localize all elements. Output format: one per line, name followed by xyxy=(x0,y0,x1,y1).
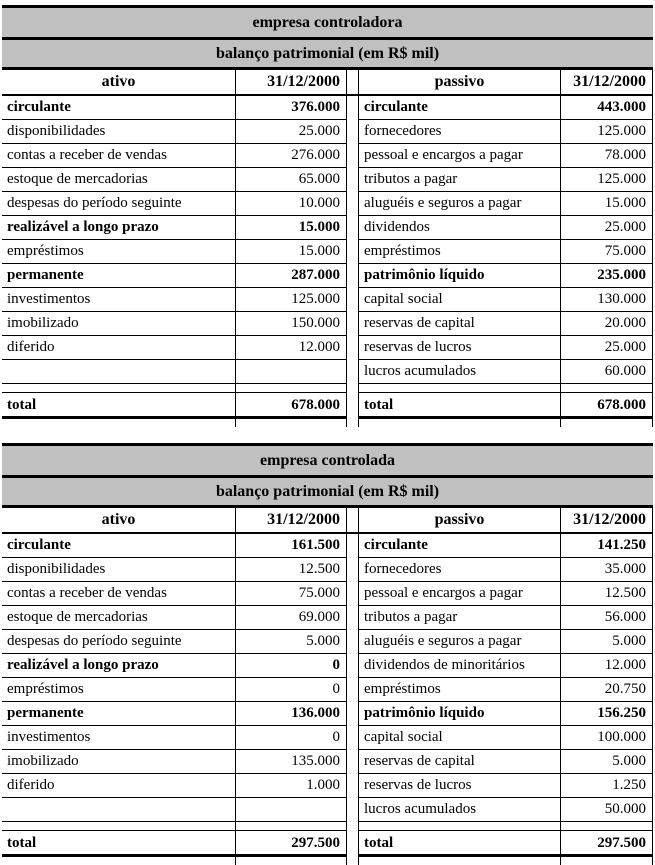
liability-total-value: 678.000 xyxy=(560,393,653,419)
liability-value-cell: 125.000 xyxy=(560,120,653,144)
asset-value-cell: 12.500 xyxy=(235,558,347,582)
liability-label-cell: reservas de capital xyxy=(358,312,560,336)
liability-label-cell: patrimônio líquido xyxy=(358,264,560,288)
liability-value-cell: 25.000 xyxy=(560,336,653,360)
asset-value-cell: 5.000 xyxy=(235,630,347,654)
liability-label-cell: patrimônio líquido xyxy=(358,702,560,726)
liability-value-cell: 235.000 xyxy=(560,264,653,288)
column-gap xyxy=(347,534,358,558)
liability-total-label: total xyxy=(358,393,560,419)
column-gap xyxy=(347,144,358,168)
column-gap xyxy=(347,288,358,312)
asset-date-header: 31/12/2000 xyxy=(235,508,347,532)
asset-label-cell: diferido xyxy=(2,336,235,360)
asset-value-cell: 75.000 xyxy=(235,582,347,606)
column-gap xyxy=(347,798,358,822)
column-gap xyxy=(347,393,358,419)
balance-row xyxy=(2,264,653,288)
balance-subtitle-band: balanço patrimonial (em R$ mil) xyxy=(2,40,653,70)
liability-value-cell: 156.250 xyxy=(560,702,653,726)
liability-value-cell: 100.000 xyxy=(560,726,653,750)
liability-value-cell: 5.000 xyxy=(560,750,653,774)
liability-label-cell: lucros acumulados xyxy=(358,798,560,822)
column-gap xyxy=(347,702,358,726)
balance-row xyxy=(2,96,653,120)
liability-label-cell: fornecedores xyxy=(358,120,560,144)
liability-label-cell: tributos a pagar xyxy=(358,606,560,630)
balance-row xyxy=(2,216,653,240)
liability-total-value: 297.500 xyxy=(560,831,653,857)
column-gap xyxy=(347,360,358,384)
asset-column-header: ativo xyxy=(101,73,136,90)
balance-row xyxy=(2,120,653,144)
asset-label-cell: despesas do período seguinte xyxy=(2,192,235,216)
asset-label-cell: investimentos xyxy=(2,726,235,750)
column-gap xyxy=(347,96,358,120)
balance-row xyxy=(2,606,653,630)
asset-label-cell: investimentos xyxy=(2,288,235,312)
liability-label-cell: capital social xyxy=(358,726,560,750)
liability-label-cell: pessoal e encargos a pagar xyxy=(358,144,560,168)
liability-value-cell: 5.000 xyxy=(560,630,653,654)
liability-label-cell: reservas de lucros xyxy=(358,336,560,360)
column-gap xyxy=(347,582,358,606)
asset-value-cell xyxy=(235,360,347,384)
liability-column-header: passivo xyxy=(358,508,560,532)
liability-value-cell: 125.000 xyxy=(560,168,653,192)
liability-label-cell: lucros acumulados xyxy=(358,360,560,384)
asset-value-cell: 10.000 xyxy=(235,192,347,216)
asset-value-cell: 15.000 xyxy=(235,240,347,264)
balance-row xyxy=(2,798,653,822)
balance-row xyxy=(2,750,653,774)
asset-label-cell: disponibilidades xyxy=(2,558,235,582)
liability-value-cell: 50.000 xyxy=(560,798,653,822)
liability-value-cell: 20.750 xyxy=(560,678,653,702)
column-gap xyxy=(347,312,358,336)
table-body xyxy=(2,96,653,384)
column-gap xyxy=(347,216,358,240)
balance-row xyxy=(2,240,653,264)
asset-value-cell xyxy=(235,798,347,822)
asset-label-cell: disponibilidades xyxy=(2,120,235,144)
liability-value-cell: 15.000 xyxy=(560,192,653,216)
liability-total-label: total xyxy=(358,831,560,857)
liability-label-cell: circulante xyxy=(358,534,560,558)
liability-label-cell: capital social xyxy=(358,288,560,312)
liability-label-cell: reservas de capital xyxy=(358,750,560,774)
asset-value-cell: 12.000 xyxy=(235,336,347,360)
asset-label-cell: permanente xyxy=(2,264,235,288)
border-stub-row xyxy=(2,857,653,865)
asset-label-cell: despesas do período seguinte xyxy=(2,630,235,654)
liability-value-cell: 56.000 xyxy=(560,606,653,630)
liability-label-cell: circulante xyxy=(358,96,560,120)
balance-row xyxy=(2,582,653,606)
liability-label-cell: reservas de lucros xyxy=(358,774,560,798)
balance-row xyxy=(2,288,653,312)
asset-label-cell: circulante xyxy=(2,534,235,558)
column-gap xyxy=(347,240,358,264)
column-header-row xyxy=(2,70,653,96)
balance-row xyxy=(2,678,653,702)
asset-value-cell: 69.000 xyxy=(235,606,347,630)
spacer-row xyxy=(2,384,653,393)
column-gap xyxy=(347,678,358,702)
liability-label-cell: dividendos xyxy=(358,216,560,240)
liability-value-cell: 20.000 xyxy=(560,312,653,336)
liability-label-cell: aluguéis e seguros a pagar xyxy=(358,630,560,654)
column-gap xyxy=(347,726,358,750)
table-body xyxy=(2,534,653,822)
asset-label-cell: permanente xyxy=(2,702,235,726)
asset-value-cell: 150.000 xyxy=(235,312,347,336)
balance-row xyxy=(2,558,653,582)
asset-value-cell: 0 xyxy=(235,678,347,702)
asset-label-cell: contas a receber de vendas xyxy=(2,144,235,168)
column-gap xyxy=(347,264,358,288)
liability-label-cell: dividendos de minoritários xyxy=(358,654,560,678)
liability-value-cell: 78.000 xyxy=(560,144,653,168)
liability-value-cell: 130.000 xyxy=(560,288,653,312)
asset-value-cell: 125.000 xyxy=(235,288,347,312)
balance-row xyxy=(2,774,653,798)
column-gap xyxy=(347,120,358,144)
liability-date-header: 31/12/2000 xyxy=(560,70,653,94)
liability-value-cell: 141.250 xyxy=(560,534,653,558)
total-row xyxy=(2,831,653,857)
balance-row xyxy=(2,702,653,726)
liability-value-cell: 443.000 xyxy=(560,96,653,120)
asset-value-cell: 0 xyxy=(235,654,347,678)
asset-total-label: total xyxy=(2,393,235,419)
asset-label-cell: empréstimos xyxy=(2,240,235,264)
balance-row xyxy=(2,144,653,168)
asset-label-cell xyxy=(2,798,235,822)
asset-value-cell: 135.000 xyxy=(235,750,347,774)
column-gap xyxy=(347,831,358,857)
asset-label-cell: estoque de mercadorias xyxy=(2,168,235,192)
company-title-band: empresa controlada xyxy=(2,446,653,478)
column-gap xyxy=(347,630,358,654)
liability-label-cell: aluguéis e seguros a pagar xyxy=(358,192,560,216)
column-gap xyxy=(347,606,358,630)
column-gap xyxy=(347,750,358,774)
liability-value-cell: 35.000 xyxy=(560,558,653,582)
balance-row xyxy=(2,534,653,558)
asset-label-cell: realizável a longo prazo xyxy=(2,216,235,240)
liability-label-cell: fornecedores xyxy=(358,558,560,582)
liability-value-cell: 12.500 xyxy=(560,582,653,606)
asset-value-cell: 161.500 xyxy=(235,534,347,558)
liability-date-header: 31/12/2000 xyxy=(560,508,653,532)
balance-row xyxy=(2,168,653,192)
column-gap xyxy=(347,336,358,360)
column-gap xyxy=(347,70,358,94)
liability-label-cell: empréstimos xyxy=(358,240,560,264)
asset-label-cell: diferido xyxy=(2,774,235,798)
balance-row xyxy=(2,630,653,654)
asset-value-cell: 25.000 xyxy=(235,120,347,144)
spacer-row xyxy=(2,822,653,831)
asset-label-cell: imobilizado xyxy=(2,312,235,336)
balance-subtitle-band: balanço patrimonial (em R$ mil) xyxy=(2,478,653,508)
balance-row xyxy=(2,312,653,336)
balance-row xyxy=(2,360,653,384)
balance-row xyxy=(2,192,653,216)
liability-label-cell: empréstimos xyxy=(358,678,560,702)
asset-value-cell: 0 xyxy=(235,726,347,750)
asset-value-cell: 15.000 xyxy=(235,216,347,240)
liability-value-cell: 1.250 xyxy=(560,774,653,798)
balance-row xyxy=(2,654,653,678)
asset-date-header: 31/12/2000 xyxy=(235,70,347,94)
asset-value-cell: 276.000 xyxy=(235,144,347,168)
liability-value-cell: 60.000 xyxy=(560,360,653,384)
asset-total-label: total xyxy=(2,831,235,857)
liability-value-cell: 25.000 xyxy=(560,216,653,240)
asset-column-header: ativo xyxy=(101,511,136,528)
column-gap xyxy=(347,654,358,678)
column-gap xyxy=(347,774,358,798)
balance-row xyxy=(2,336,653,360)
column-gap xyxy=(347,168,358,192)
asset-value-cell: 136.000 xyxy=(235,702,347,726)
asset-total-value: 678.000 xyxy=(235,393,347,419)
asset-label-cell: contas a receber de vendas xyxy=(2,582,235,606)
column-header-row xyxy=(2,508,653,534)
asset-label-cell: empréstimos xyxy=(2,678,235,702)
asset-label-cell: imobilizado xyxy=(2,750,235,774)
asset-label-cell: circulante xyxy=(2,96,235,120)
total-row xyxy=(2,393,653,419)
liability-label-cell: tributos a pagar xyxy=(358,168,560,192)
balance-sheet-controlada xyxy=(2,443,653,865)
balance-row xyxy=(2,726,653,750)
column-gap xyxy=(347,192,358,216)
asset-value-cell: 376.000 xyxy=(235,96,347,120)
liability-column-header: passivo xyxy=(358,70,560,94)
column-gap xyxy=(347,508,358,532)
asset-label-cell: realizável a longo prazo xyxy=(2,654,235,678)
asset-value-cell: 65.000 xyxy=(235,168,347,192)
asset-total-value: 297.500 xyxy=(235,831,347,857)
liability-value-cell: 75.000 xyxy=(560,240,653,264)
company-title-band: empresa controladora xyxy=(2,8,653,40)
asset-value-cell: 1.000 xyxy=(235,774,347,798)
balance-sheet-controladora xyxy=(2,5,653,427)
liability-value-cell: 12.000 xyxy=(560,654,653,678)
liability-label-cell: pessoal e encargos a pagar xyxy=(358,582,560,606)
asset-value-cell: 287.000 xyxy=(235,264,347,288)
column-gap xyxy=(347,558,358,582)
asset-label-cell: estoque de mercadorias xyxy=(2,606,235,630)
border-stub-row xyxy=(2,419,653,427)
asset-label-cell xyxy=(2,360,235,384)
